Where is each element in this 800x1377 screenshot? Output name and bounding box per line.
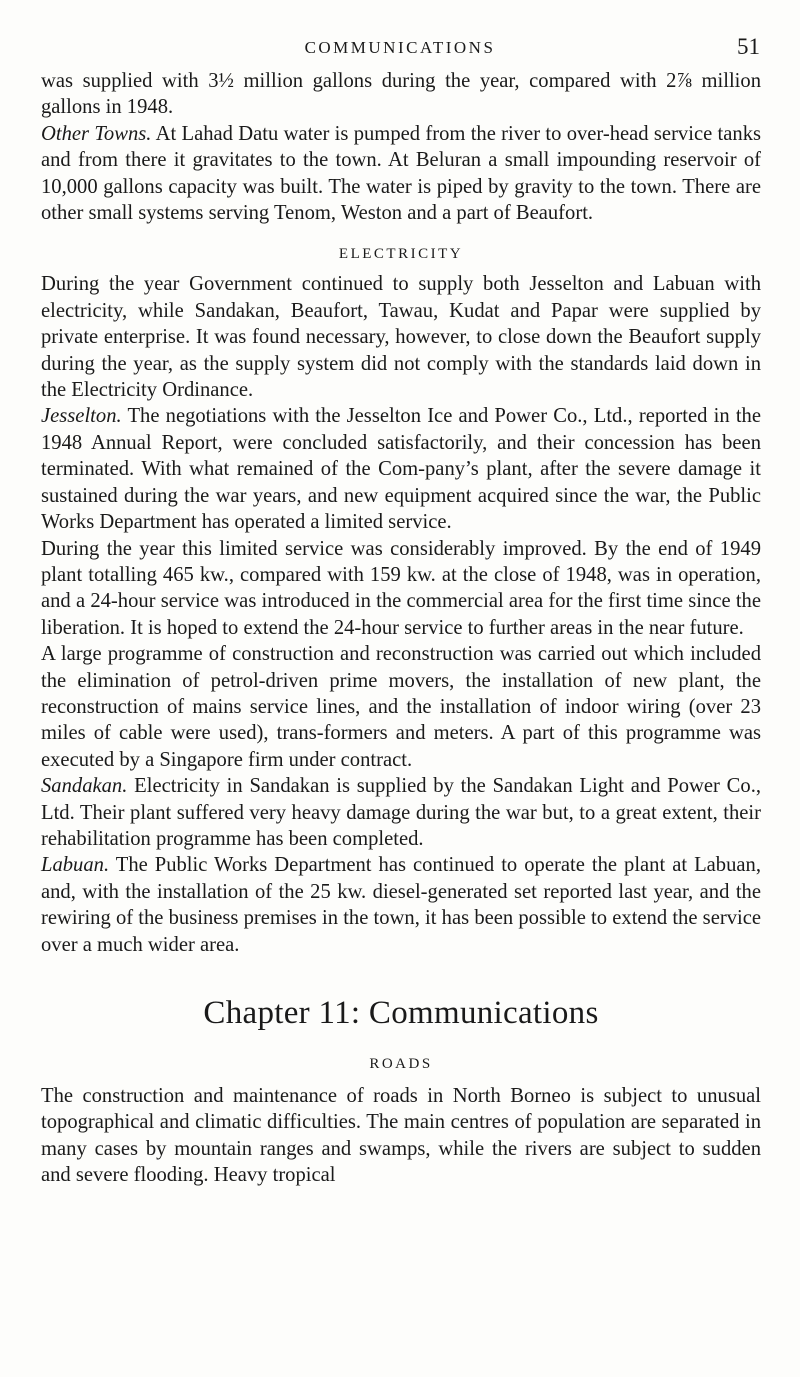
roads-heading: ROADS [369,1056,433,1072]
jesselton-paragraph [41,403,761,535]
labuan-label: Labuan. [41,854,110,877]
electricity-heading: ELECTRICITY [338,246,464,263]
roads-paragraph-1: The construction and maintenance of roads in North Borneo is subject to unusual topographical and climatic difficulties. The main centres of population are separated in many cases by mountain ranges and swamps, while the rivers are subject to sudden and severe flooding. Heavy tropical [41,1085,761,1187]
chapter-title: Chapter 11: Communications [203,995,599,1031]
page-number: 51 [737,34,760,59]
page-body [41,68,761,1189]
water-continued-text: was supplied with 3½ million gallons during the year, compared with 2⅞ million gallons in 1948. [41,70,761,119]
water-continued-paragraph [41,68,761,121]
electricity-paragraph-1: During the year Government continued to supply both Jesselton and Labuan with electricity, while Sandakan, Beaufort, Tawau, Kudat and Papar were supplied by private enterprise. It was found necessary, however, to close down the Beaufort supply during the year, as the supply system did not comply with the standards laid down in the Electricity Ordinance. [41,273,761,402]
labuan-text: The Public Works Department has continued to operate the plant at Labuan, and, with the installation of the 25 kw. diesel-generated set reported last year, and the rewiring of the business premises in the town, it has been possible to extend the service over a much wider area. [41,854,761,956]
electricity-paragraph-4: A large programme of construction and reconstruction was carried out which included the elimination of petrol-driven prime movers, the installation of new plant, the reconstruction of mains service lines, and the installation of indoor wiring (over 23 miles of cable were used), trans-formers and meters. A part of this programme was executed by a Singapore firm under contract. [41,643,761,771]
other-towns-text: At Lahad Datu water is pumped from the river to over-head service tanks and from there it gravitates to the town. At Beluran a small impounding reservoir of 10,000 gallons capacity was built. The water is piped by gravity to the town. There are other small systems serving Tenom, Weston and a part of Beaufort. [41,122,762,225]
running-title: COMMUNICATIONS [304,38,496,57]
other-towns-label: Other Towns. [41,122,152,145]
running-head [40,36,760,64]
sandakan-text: Electricity in Sandakan is supplied by the Sandakan Light and Power Co., Ltd. Their plant suffered very heavy damage during the war but, to a great extent, their rehabilitation programme has been completed. [41,775,761,850]
other-towns-paragraph [41,121,761,227]
labuan-paragraph [41,852,761,958]
jesselton-text: The negotiations with the Jesselton Ice and Power Co., Ltd., reported in the 1948 Annual Report, were concluded satisfactorily, and their concession has been terminated. With what remained of the Com-pany’s plant, after the severe damage it sustained during the war years, and new equipment acquired since the war, the Public Works Department has operated a limited service. [41,405,761,534]
sandakan-label: Sandakan. [41,775,128,798]
jesselton-label: Jesselton. [41,405,122,428]
sandakan-paragraph [41,773,761,852]
electricity-paragraph-3: During the year this limited service was considerably improved. By the end of 1949 plant totalling 465 kw., compared with 159 kw. at the close of 1948, was in operation, and a 24-hour service was introduced in the commercial area for the first time since the liberation. It is hoped to extend the 24-hour service to further areas in the near future. [41,537,761,639]
